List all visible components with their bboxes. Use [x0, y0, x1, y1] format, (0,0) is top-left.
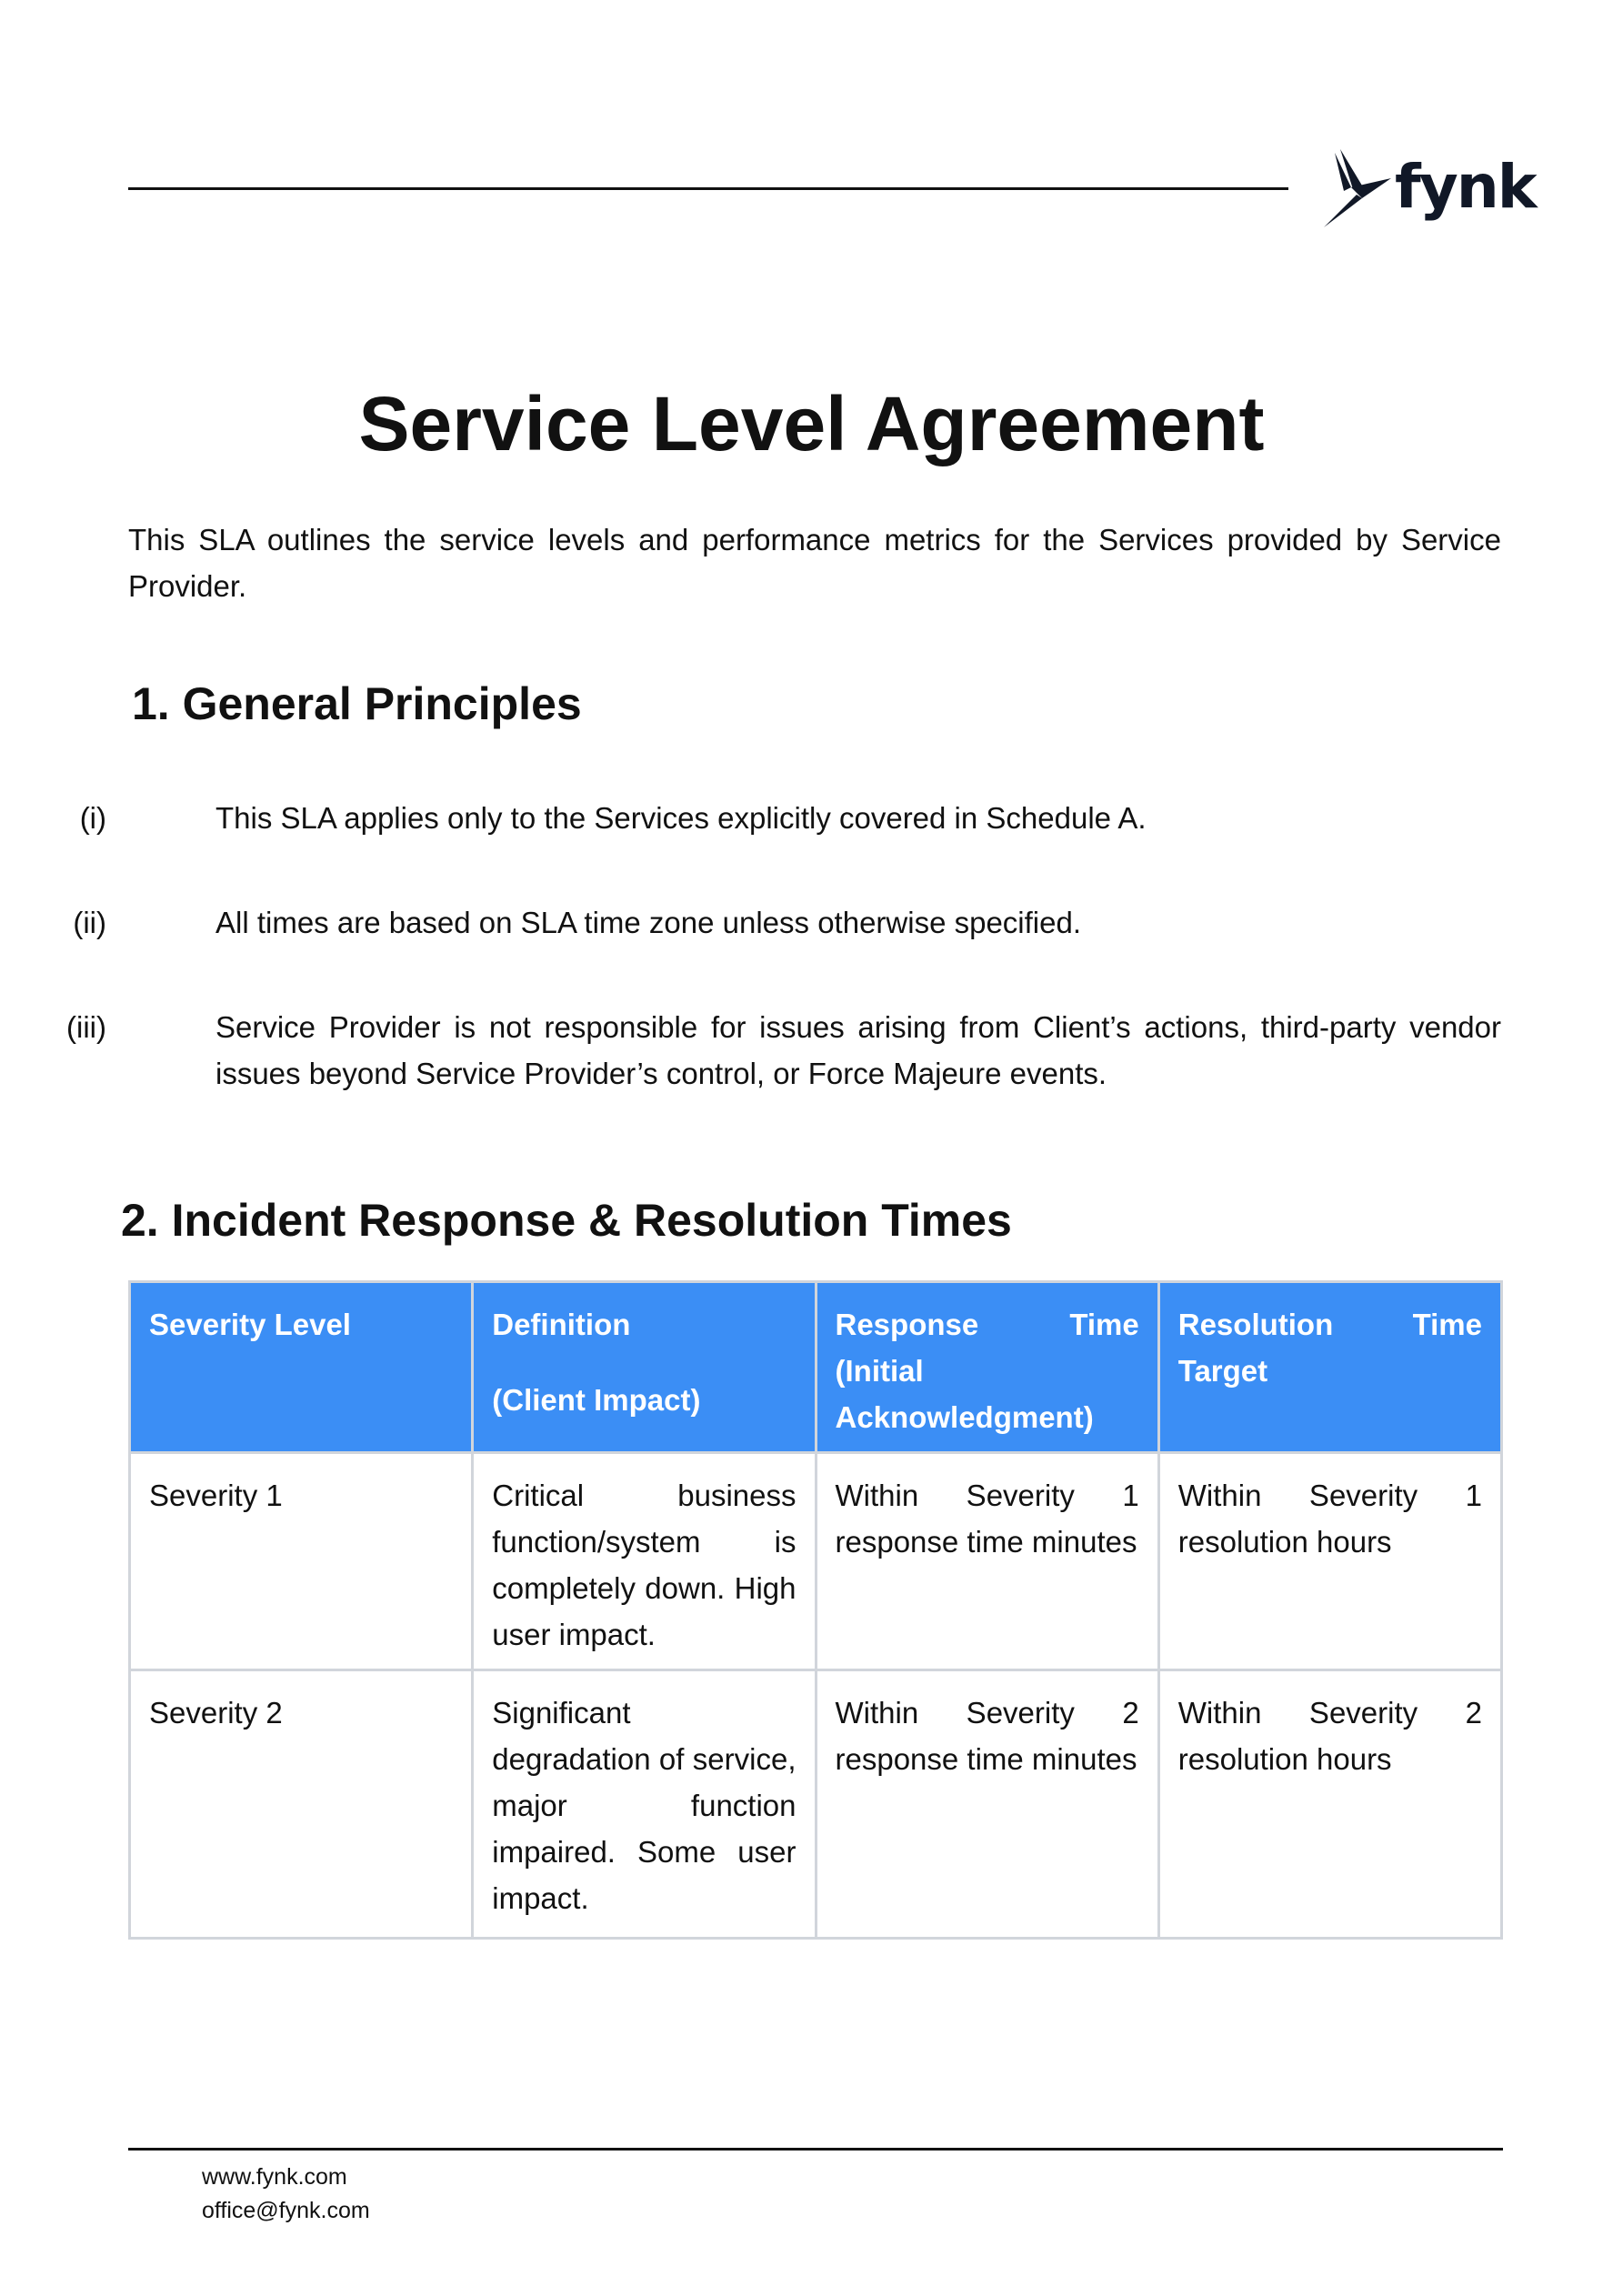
column-header-label: Severity Level	[149, 1308, 351, 1341]
table-row	[130, 1453, 1502, 1670]
footer-divider	[128, 2148, 1503, 2151]
page-title: Service Level Agreement	[358, 381, 1265, 467]
cell-severity: Severity 2	[130, 1670, 473, 1939]
cell-definition: Significant degradation of service, major function impaired. Some user impact.	[473, 1670, 816, 1939]
list-marker: (i)	[79, 801, 106, 835]
intro-paragraph: This SLA outlines the service levels and performance metrics for the Services provided by Service Provider.	[128, 523, 1501, 603]
cell-severity: Severity 1	[130, 1453, 473, 1670]
list-marker: (iii)	[66, 1010, 106, 1044]
header-divider	[128, 187, 1288, 190]
column-header-definition	[473, 1282, 816, 1453]
column-header-sublabel: (Client Impact)	[492, 1383, 701, 1417]
cell-response: Within Severity 2 response time minutes	[816, 1670, 1158, 1939]
column-header-severity	[130, 1282, 473, 1453]
cell-definition: Critical business function/system is completely down. High user impact.	[473, 1453, 816, 1670]
footer-email-link[interactable]: office@fynk.com	[202, 2198, 370, 2223]
table-row	[130, 1670, 1502, 1939]
list-item-text: This SLA applies only to the Services explicitly covered in Schedule A.	[215, 801, 1147, 835]
column-header-label: Definition	[492, 1308, 631, 1341]
cell-response: Within Severity 1 response time minutes	[816, 1453, 1158, 1670]
list-item-text: Service Provider is not responsible for issues arising from Client’s actions, third-party vendor issues beyond Service Provider’s control, or Force Majeure events.	[215, 1010, 1501, 1090]
cell-resolution: Within Severity 1 resolution hours	[1158, 1453, 1501, 1670]
table-header-row	[130, 1282, 1502, 1453]
cell-resolution: Within Severity 2 resolution hours	[1158, 1670, 1501, 1939]
column-header-label: Resolution Time Target	[1177, 1308, 1482, 1388]
list-item-text: All times are based on SLA time zone unless otherwise specified.	[215, 906, 1082, 939]
list-marker: (ii)	[73, 906, 106, 939]
incident-response-table	[128, 1280, 1503, 1940]
footer-website-link[interactable]: www.fynk.com	[202, 2164, 347, 2190]
brand-logo	[1320, 145, 1536, 229]
bird-logo-icon	[1320, 145, 1393, 229]
column-header-response	[816, 1282, 1158, 1453]
brand-name: fynk	[1395, 152, 1536, 222]
section-heading-incident-response: 2. Incident Response & Resolution Times	[121, 1195, 1012, 1246]
column-header-label: Response Time (Initial Acknowledgment)	[835, 1308, 1139, 1434]
column-header-resolution	[1158, 1282, 1501, 1453]
section-heading-general-principles: 1. General Principles	[132, 678, 582, 729]
